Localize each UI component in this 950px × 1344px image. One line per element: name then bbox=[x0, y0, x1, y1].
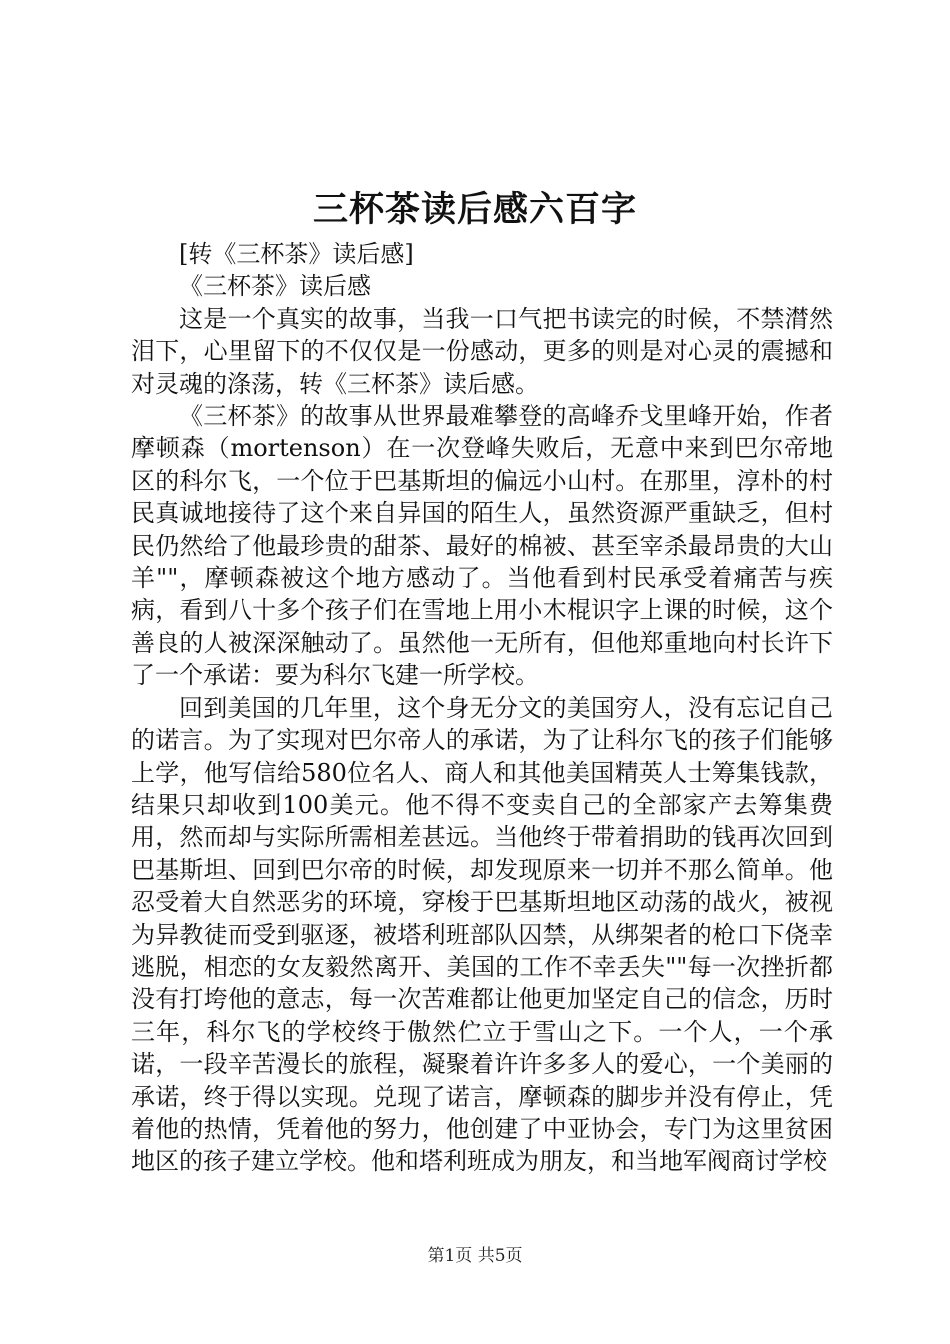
document-body bbox=[131, 238, 833, 1178]
paragraph-story-continued: 回到美国的几年里，这个身无分文的美国穷人，没有忘记自己的诺言。为了实现对巴尔帝人的承诺，为了让科尔飞的孩子们能够上学，他写信给580位名人、商人和其他美国精英人士筹集钱款，结果只却收到100美元。他不得不变卖自己的全部家产去筹集费用，然而却与实际所需相差甚远。当他终于带着捐助的钱再次回到巴基斯坦、回到巴尔帝的时候，却发现原来一切并不那么简单。他忍受着大自然恶劣的环境，穿梭于巴基斯坦地区动荡的战火，被视为异教徒而受到驱逐，被塔利班部队囚禁，从绑架者的枪口下侥幸逃脱，相恋的女友毅然离开、美国的工作不幸丢失""每一次挫折都没有打垮他的意志，每一次苦难都让他更加坚定自己的信念，历时三年，科尔飞的学校终于傲然伫立于雪山之下。一个人，一个承诺，一段辛苦漫长的旅程，凝聚着许许多多人的爱心，一个美丽的承诺，终于得以实现。兑现了诺言，摩顿森的脚步并没有停止，凭着他的热情，凭着他的努力，他创建了中亚协会，专门为这里贫困地区的孩子建立学校。他和塔利班成为朋友，和当地军阀商讨学校 bbox=[131, 693, 833, 1176]
paragraph-subtitle: 《三杯茶》读后感 bbox=[179, 272, 371, 301]
document-title: 三杯茶读后感六百字 bbox=[312, 189, 637, 230]
page-number-footer: 第1页 共5页 bbox=[427, 1246, 523, 1266]
paragraph-story-start: 《三杯茶》的故事从世界最难攀登的高峰乔戈里峰开始，作者摩顿森（mortenson）在一次登峰失败后，无意中来到巴尔帝地区的科尔飞，一个位于巴基斯坦的偏远小山村。在那里，淳朴的村民真诚地接待了这个来自异国的陌生人，虽然资源严重缺乏，但村民仍然给了他最珍贵的甜茶、最好的棉被、甚至宰杀最昂贵的大山羊""，摩顿森被这个地方感动了。当他看到村民承受着痛苦与疾病，看到八十多个孩子们在雪地上用小木棍识字上课的时候，这个善良的人被深深触动了。虽然他一无所有，但他郑重地向村长许下了一个承诺：要为科尔飞建一所学校。 bbox=[131, 402, 833, 690]
paragraph-source-note: [转《三杯茶》读后感] bbox=[179, 240, 414, 268]
paragraph-intro: 这是一个真实的故事，当我一口气把书读完的时候，不禁潸然泪下，心里留下的不仅仅是一份感动，更多的则是对心灵的震撼和对灵魂的涤荡，转《三杯茶》读后感。 bbox=[131, 304, 833, 398]
